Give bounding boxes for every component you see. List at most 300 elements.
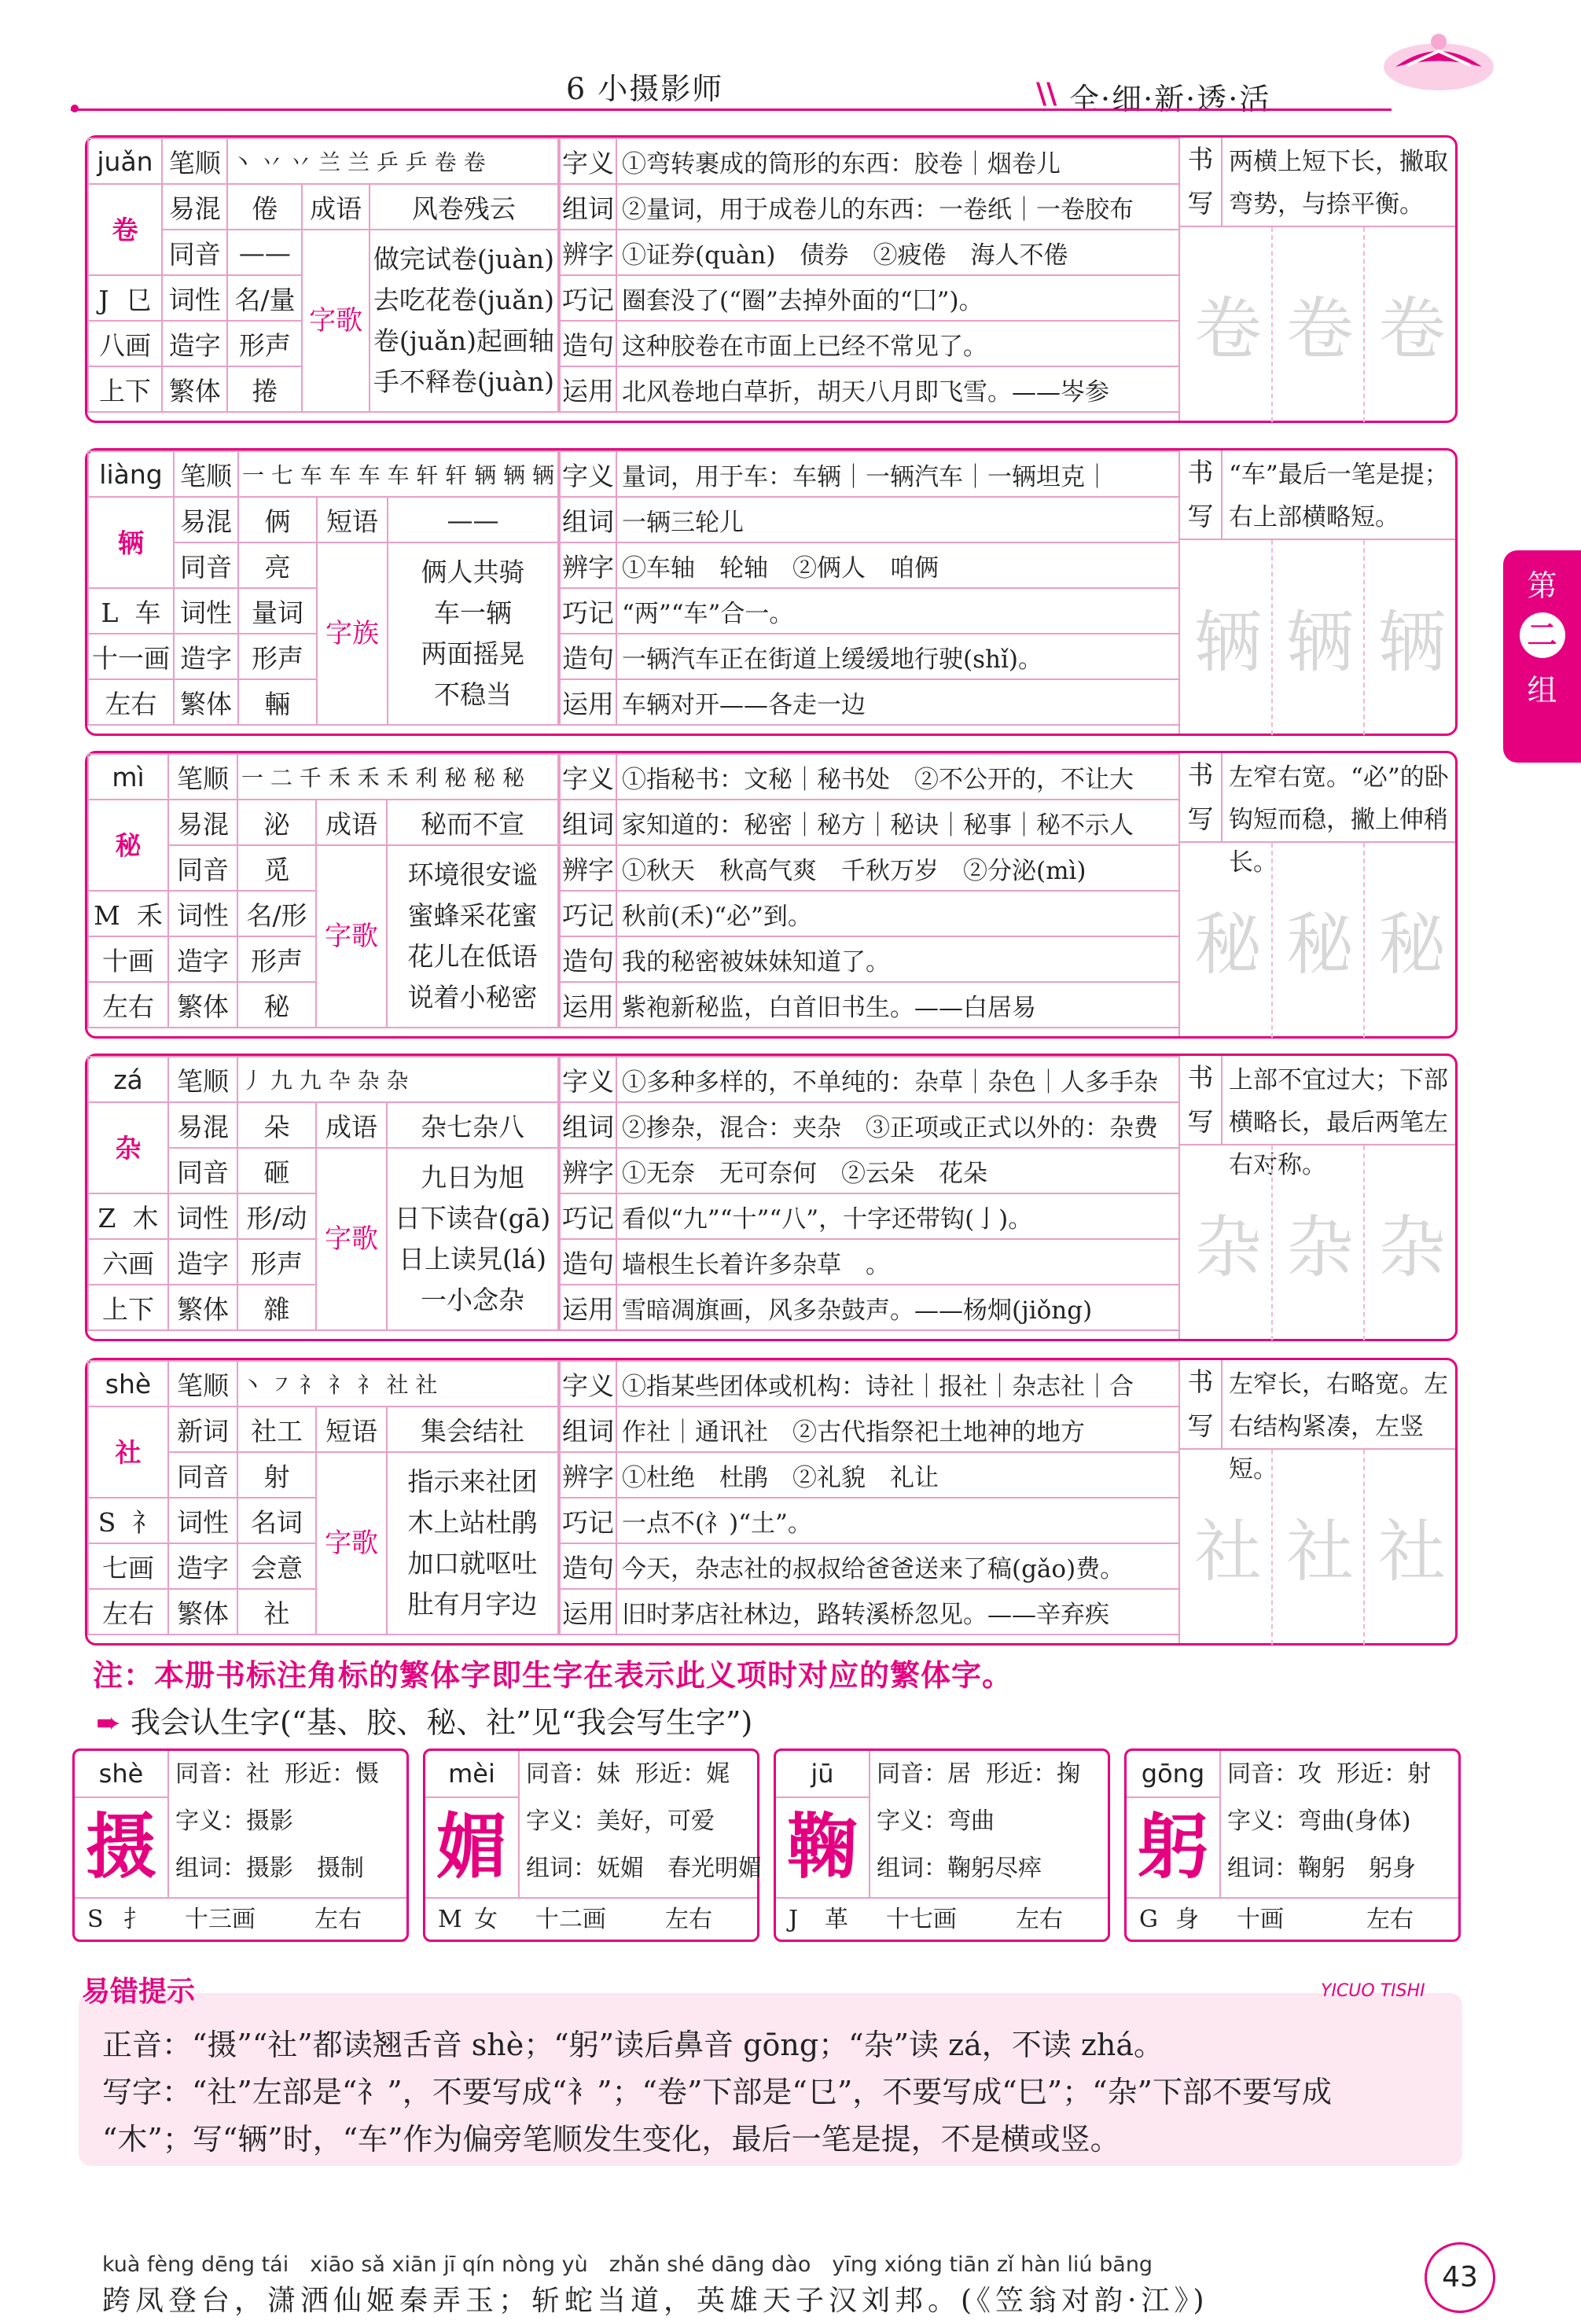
char-song xyxy=(387,845,558,1028)
row-label: 造句 xyxy=(560,936,616,982)
song-line: 九日为旭 xyxy=(421,1162,524,1193)
stroke-count: 十一画 xyxy=(88,634,174,679)
radical-component: 礻 xyxy=(132,1506,159,1538)
mini-structure: 左右 xyxy=(1366,1906,1414,1933)
song-line: 环境很安谧 xyxy=(407,859,538,890)
mini-radical: 身 xyxy=(1175,1906,1199,1933)
mini-radical: 扌 xyxy=(123,1906,147,1933)
copy-char: 辆 xyxy=(1378,603,1446,682)
row-label: 辨字 xyxy=(560,1148,616,1193)
chapter-tab-number: 二 xyxy=(1520,612,1565,658)
learn-heading xyxy=(96,1698,752,1741)
extra-label: 成语 xyxy=(316,1102,387,1148)
row-label: 造句 xyxy=(560,1239,616,1285)
card-pinyin: shè xyxy=(88,1361,168,1407)
card-label-confuse: 易混 xyxy=(168,800,237,845)
copy-grid xyxy=(1180,539,1455,735)
song-label: 字歌 xyxy=(316,1452,387,1635)
learn-heading-text: 我会认生字(“基、胶、秘、社”见“我会写生字”) xyxy=(130,1705,753,1740)
mini-structure: 左右 xyxy=(314,1906,362,1933)
row-label: 字义 xyxy=(560,1361,616,1407)
big-character: 社 xyxy=(88,1407,168,1498)
mini-strokes: 十七画 xyxy=(886,1906,957,1933)
mini-meaning: 字义：弯曲(身体) xyxy=(1227,1807,1411,1835)
traditional-form: 秘 xyxy=(237,982,316,1028)
mini-pinyin: mèi xyxy=(425,1751,520,1798)
homophone: 射 xyxy=(237,1452,316,1498)
mini-words: 组词：鞠躬尽瘁 xyxy=(877,1855,1042,1882)
mini-meaning: 字义：弯曲 xyxy=(877,1807,995,1835)
card-label-method: 造字 xyxy=(168,936,237,982)
copy-char: 杂 xyxy=(1286,1208,1354,1287)
card-label-homophone: 同音 xyxy=(168,1148,237,1193)
row-value: ①弯转裹成的筒形的东西：胶卷｜烟卷儿 xyxy=(616,138,1179,184)
card-label-pos: 词性 xyxy=(162,275,227,321)
song-line: 车一辆 xyxy=(433,598,512,628)
recognize-card xyxy=(423,1749,762,1942)
card-label-order: 笔顺 xyxy=(162,138,227,184)
mini-same-sound: 同音：社 xyxy=(175,1760,270,1788)
row-label: 巧记 xyxy=(560,1498,616,1543)
char-card xyxy=(85,448,1458,736)
card-label-confuse: 易混 xyxy=(168,1102,237,1148)
confuse-char: 朵 xyxy=(237,1102,316,1148)
char-card xyxy=(85,751,1458,1039)
row-value: 今天，杂志社的叔叔给爸爸送来了稿(gǎo)费。 xyxy=(616,1543,1179,1589)
card-label-homophone: 同音 xyxy=(162,230,227,275)
write-tip: 左窄右宽。“必”的卧钩短而稳，撇上伸稍长。 xyxy=(1229,763,1449,877)
mini-character: 鞠 xyxy=(776,1796,870,1897)
footer-couplet: 跨凤登台，潇洒仙姬秦弄玉；斩蛇当道，英雄天子汉刘邦。(《笠翁对韵·江》) xyxy=(102,2285,1209,2317)
row-label: 造句 xyxy=(560,634,616,679)
copy-grid xyxy=(1180,841,1455,1038)
card-pinyin: mì xyxy=(88,754,168,800)
write-label xyxy=(1180,753,1223,841)
extra-value: 秘而不宣 xyxy=(387,800,558,845)
mini-structure: 左右 xyxy=(665,1906,712,1933)
homophone: —— xyxy=(227,230,302,275)
chapter-tab-top: 第 xyxy=(1527,568,1557,603)
card-label-homophone: 同音 xyxy=(174,542,238,588)
row-value: ①秋天 秋高气爽 千秋万岁 ②分泌(mì) xyxy=(616,845,1179,891)
card-label-method: 造字 xyxy=(168,1239,237,1285)
card-label-confuse: 易混 xyxy=(174,497,238,542)
write-tip: “车”最后一笔是提；右上部横略短。 xyxy=(1229,461,1449,531)
radical-letter: Z xyxy=(97,1202,116,1234)
row-value: ①指秘书：文秘｜秘书处 ②不公开的，不让大 xyxy=(616,754,1179,800)
radical-component: 车 xyxy=(134,597,161,628)
recognize-card xyxy=(72,1749,409,1942)
row-value: 圈套没了(“圈”去掉外面的“囗”)。 xyxy=(616,275,1179,321)
structure: 上下 xyxy=(88,366,162,412)
card-label-trad: 繁体 xyxy=(168,1285,237,1330)
stroke-order: 一 七 车 车 车 车 轩 轩 辆 辆 辆 xyxy=(238,451,558,497)
char-card xyxy=(85,1358,1458,1646)
stroke-count: 八画 xyxy=(88,321,162,366)
formation-method: 会意 xyxy=(237,1543,316,1589)
row-label: 组词 xyxy=(560,800,616,845)
card-label-pos: 词性 xyxy=(168,891,237,936)
card-label-trad: 繁体 xyxy=(174,679,238,725)
copy-char: 杂 xyxy=(1194,1208,1262,1287)
write-label-char: 书 xyxy=(1187,759,1214,790)
radical-component: 㔾 xyxy=(125,284,152,315)
copy-char: 卷 xyxy=(1194,290,1262,369)
mini-words: 组词：鞠躬 躬身 xyxy=(1227,1855,1416,1882)
part-of-speech: 名/量 xyxy=(227,275,302,321)
header-rule xyxy=(71,108,1392,111)
song-line: 一小念杂 xyxy=(421,1285,524,1315)
card-pinyin: zá xyxy=(88,1057,168,1102)
write-label-char: 写 xyxy=(1187,501,1214,531)
formation-method: 形声 xyxy=(237,936,316,982)
error-tips-en: YICUO TISHI xyxy=(1321,1981,1425,2001)
big-character: 秘 xyxy=(88,800,168,891)
arrow-bullet-icon: ➨ xyxy=(96,1705,121,1740)
mini-similar-shape: 形近：慑 xyxy=(285,1760,380,1788)
card-pinyin: liàng xyxy=(88,451,174,497)
song-line: 说着小秘密 xyxy=(407,982,538,1013)
writing-panel xyxy=(1178,1056,1455,1339)
char-song xyxy=(387,1452,558,1635)
row-value: ②掺杂，混合：夹杂 ③正项或正式以外的：杂费 xyxy=(616,1102,1179,1148)
extra-value: —— xyxy=(388,497,558,542)
write-label xyxy=(1180,1360,1223,1448)
write-tip: 两横上短下长，撇取弯势，与捺平衡。 xyxy=(1229,148,1448,219)
row-value: ①杜绝 杜鹃 ②礼貌 礼让 xyxy=(616,1452,1179,1498)
stroke-count: 六画 xyxy=(88,1239,168,1285)
row-label: 巧记 xyxy=(560,1193,616,1239)
stroke-order: 丿 九 九 卆 杂 杂 xyxy=(237,1057,558,1102)
confuse-char: 社工 xyxy=(237,1407,316,1452)
mini-similar-shape: 形近：掬 xyxy=(986,1760,1081,1788)
mini-character: 躬 xyxy=(1127,1796,1221,1897)
song-line: 去吃花卷(juǎn) xyxy=(373,285,554,315)
mini-meaning: 字义：摄影 xyxy=(175,1807,293,1835)
row-label: 组词 xyxy=(560,1102,616,1148)
row-label: 巧记 xyxy=(560,891,616,936)
song-label: 字歌 xyxy=(316,845,387,1028)
traditional-form: 捲 xyxy=(227,366,302,412)
part-of-speech: 量词 xyxy=(238,588,317,634)
card-label-homophone: 同音 xyxy=(168,1452,237,1498)
write-label-char: 写 xyxy=(1187,803,1214,834)
card-label-pos: 词性 xyxy=(168,1193,237,1239)
write-label xyxy=(1180,1056,1223,1144)
radical-letter: J xyxy=(98,284,109,315)
extra-value: 杂七杂八 xyxy=(387,1102,558,1148)
mini-structure: 左右 xyxy=(1016,1906,1063,1933)
song-line: 卷(juǎn)起画轴 xyxy=(373,325,554,356)
write-label xyxy=(1180,450,1223,539)
footer-pinyin: kuà fèng dēng tái xiāo sǎ xiān jī qín nòng yù zhǎn shé dāng dào yīng xióng tiān zǐ hàn liú bāng xyxy=(102,2252,1153,2277)
mini-radical-letter: M xyxy=(438,1906,462,1933)
card-label-order: 笔顺 xyxy=(168,1057,237,1102)
mini-strokes: 十三画 xyxy=(185,1906,256,1933)
song-line: 蜜蜂采花蜜 xyxy=(407,900,538,931)
card-label-pos: 词性 xyxy=(168,1498,237,1543)
book-logo-icon xyxy=(1380,20,1498,94)
song-line: 手不释卷(juàn) xyxy=(373,366,554,397)
copy-char: 社 xyxy=(1194,1513,1262,1591)
confuse-char: 泌 xyxy=(237,800,316,845)
row-value: ①车轴 轮轴 ②俩人 咱俩 xyxy=(616,542,1179,588)
card-label-trad: 繁体 xyxy=(162,366,227,412)
row-label: 巧记 xyxy=(560,275,616,321)
extra-label: 成语 xyxy=(316,800,387,845)
mini-strokes: 十二画 xyxy=(535,1906,606,1933)
formation-method: 形声 xyxy=(238,634,317,679)
row-label: 运用 xyxy=(560,366,616,412)
row-value: 一辆三轮儿 xyxy=(616,497,1179,542)
char-song xyxy=(388,542,558,725)
write-label-char: 书 xyxy=(1187,144,1214,175)
song-line: 两面摇晃 xyxy=(421,638,525,669)
card-label-trad: 繁体 xyxy=(168,982,237,1028)
copy-char: 社 xyxy=(1378,1513,1446,1591)
homophone: 砸 xyxy=(237,1148,316,1193)
row-value: 看似“九”“十”“八”，十字还带钩(亅)。 xyxy=(616,1193,1179,1239)
card-label-pos: 词性 xyxy=(174,588,238,634)
row-value: 车辆对开——各走一边 xyxy=(616,679,1179,725)
big-character: 杂 xyxy=(88,1102,168,1193)
writing-panel xyxy=(1178,450,1455,734)
mini-character: 媚 xyxy=(425,1796,520,1897)
chapter-tab-bottom: 组 xyxy=(1527,673,1557,708)
homophone: 觅 xyxy=(237,845,316,891)
song-line: 日下读旮(gā) xyxy=(394,1203,551,1234)
row-value: ①多种多样的，不单纯的：杂草｜杂色｜人多手杂 xyxy=(616,1057,1179,1102)
structure: 左右 xyxy=(88,1589,168,1635)
write-label-char: 书 xyxy=(1187,1062,1214,1093)
row-label: 运用 xyxy=(560,679,616,725)
row-label: 字义 xyxy=(560,1057,616,1102)
card-label-order: 笔顺 xyxy=(168,754,237,800)
writing-panel xyxy=(1178,138,1455,421)
row-label: 组词 xyxy=(560,184,616,230)
song-line: 俩人共骑 xyxy=(421,557,525,587)
mini-pinyin: gōng xyxy=(1127,1751,1221,1798)
char-song xyxy=(370,230,558,412)
error-line-pronounce: 正音：“摄”“社”都读翘舌音 shè；“躬”读后鼻音 gōng；“杂”读 zá，不读 zhá。 xyxy=(102,2028,1164,2062)
big-character: 辆 xyxy=(88,497,174,588)
card-label-order: 笔顺 xyxy=(174,451,238,497)
formation-method: 形声 xyxy=(237,1239,316,1285)
part-of-speech: 名词 xyxy=(237,1498,316,1543)
mini-similar-shape: 形近：娓 xyxy=(635,1760,730,1788)
traditional-form: 輛 xyxy=(238,679,317,725)
writing-panel xyxy=(1178,1360,1455,1643)
song-line: 做完试卷(juàn) xyxy=(373,244,554,274)
row-label: 造句 xyxy=(560,321,616,366)
row-label: 运用 xyxy=(560,1589,616,1635)
error-line-write-2: “木”；写“辆”时，“车”作为偏旁笔顺发生变化，最后一笔是提，不是横或竖。 xyxy=(102,2122,1120,2157)
row-value: ①证券(quàn) 债券 ②疲倦 海人不倦 xyxy=(616,230,1179,275)
mini-radical: 女 xyxy=(474,1906,498,1933)
mini-same-sound: 同音：攻 xyxy=(1227,1760,1322,1788)
song-line: 肚有月字边 xyxy=(407,1589,538,1620)
copy-char: 卷 xyxy=(1378,290,1446,369)
part-of-speech: 名/形 xyxy=(237,891,316,936)
card-label-method: 造字 xyxy=(174,634,238,679)
copy-char: 秘 xyxy=(1286,906,1354,984)
structure: 左右 xyxy=(88,982,168,1028)
char-song xyxy=(387,1148,558,1330)
row-label: 辨字 xyxy=(560,1452,616,1498)
row-label: 造句 xyxy=(560,1543,616,1589)
extra-value: 风卷残云 xyxy=(370,184,558,230)
row-label: 字义 xyxy=(560,754,616,800)
structure: 上下 xyxy=(88,1285,168,1330)
copy-grid xyxy=(1180,1448,1455,1645)
copy-char: 辆 xyxy=(1194,603,1262,682)
row-value: 紫袍新秘监，白首旧书生。——白居易 xyxy=(616,982,1179,1028)
traditional-note: 注：本册书标注角标的繁体字即生字在表示此义项时对应的繁体字。 xyxy=(93,1657,1013,1693)
formation-method: 形声 xyxy=(227,321,302,366)
copy-char: 杂 xyxy=(1378,1208,1446,1287)
mini-radical: 革 xyxy=(825,1906,848,1933)
row-value: 一辆汽车正在街道上缓缓地行驶(shǐ)。 xyxy=(616,634,1179,679)
row-value: 量词，用于车：车辆｜一辆汽车｜一辆坦克｜ xyxy=(616,451,1179,497)
mini-pinyin: jū xyxy=(776,1751,870,1798)
row-label: 辨字 xyxy=(560,845,616,891)
copy-char: 辆 xyxy=(1286,603,1354,682)
radical-letter: L xyxy=(101,597,119,628)
mini-character: 摄 xyxy=(75,1796,169,1897)
mini-radical-letter: G xyxy=(1139,1906,1158,1933)
header-slogan: 全·细·新·透·活 xyxy=(1069,82,1271,116)
song-label: 字族 xyxy=(317,542,388,725)
write-label xyxy=(1180,138,1223,226)
song-line: 花儿在低语 xyxy=(407,941,538,972)
recognize-card xyxy=(1124,1749,1461,1942)
copy-char: 秘 xyxy=(1194,906,1262,984)
card-label-confuse: 易混 xyxy=(162,184,227,230)
stroke-order: 一 二 千 禾 禾 禾 利 秘 秘 秘 xyxy=(237,754,558,800)
row-value: 墙根生长着许多杂草 。 xyxy=(616,1239,1179,1285)
row-label: 字义 xyxy=(560,138,616,184)
row-label: 辨字 xyxy=(560,542,616,588)
row-value: ②量词，用于成卷儿的东西：一卷纸｜一卷胶布 xyxy=(616,184,1179,230)
row-label: 字义 xyxy=(560,451,616,497)
stroke-order: 丶 ㇇ 礻 礻 礻 社 社 xyxy=(237,1361,558,1407)
mini-similar-shape: 形近：射 xyxy=(1336,1760,1432,1788)
radical-letter: M xyxy=(94,899,120,931)
row-value: 一点不(礻)“土”。 xyxy=(616,1498,1179,1543)
char-card xyxy=(85,135,1458,423)
mini-meaning: 字义：美好，可爱 xyxy=(526,1807,715,1835)
row-label: 组词 xyxy=(560,1407,616,1452)
mini-pinyin: shè xyxy=(75,1751,169,1798)
song-label: 字歌 xyxy=(316,1148,387,1330)
card-label-trad: 繁体 xyxy=(168,1589,237,1635)
stroke-count: 十画 xyxy=(88,936,168,982)
error-line-write-1: 写字：“社”左部是“礻”，不要写成“衤”；“卷”下部是“㔾”，不要写成“巳”；“杂”下部不要写成 xyxy=(102,2075,1332,2109)
mini-strokes: 十画 xyxy=(1237,1906,1284,1933)
confuse-char: 倦 xyxy=(227,184,302,230)
extra-value: 集会结社 xyxy=(387,1407,558,1452)
card-pinyin: juǎn xyxy=(88,138,162,184)
row-label: 组词 xyxy=(560,497,616,542)
mini-same-sound: 同音：妹 xyxy=(526,1760,620,1788)
copy-char: 卷 xyxy=(1286,290,1354,369)
song-line: 木上站杜鹃 xyxy=(407,1507,538,1538)
card-label-method: 造字 xyxy=(168,1543,237,1589)
row-value: 北风卷地白草折，胡天八月即飞雪。——岑参 xyxy=(616,366,1179,412)
header-slash-icon: \\ xyxy=(1036,77,1057,110)
lesson-title: 6 小摄影师 xyxy=(566,72,724,106)
copy-char: 社 xyxy=(1286,1513,1354,1591)
recognize-card xyxy=(774,1749,1110,1942)
row-label: 运用 xyxy=(560,1285,616,1330)
mini-words: 组词：妩媚 春光明媚 xyxy=(526,1855,762,1882)
write-label-char: 书 xyxy=(1187,1366,1214,1397)
write-tip: 左窄长，右略宽。左右结构紧凑，左竖短。 xyxy=(1229,1370,1448,1484)
row-label: 运用 xyxy=(560,982,616,1028)
mini-radical-letter: S xyxy=(87,1906,104,1933)
row-value: 这种胶卷在市面上已经不常见了。 xyxy=(616,321,1179,366)
write-label-char: 书 xyxy=(1187,457,1214,487)
stroke-count: 七画 xyxy=(88,1543,168,1589)
traditional-form: 雜 xyxy=(237,1285,316,1330)
copy-char: 秘 xyxy=(1378,906,1446,984)
row-value: ①指某些团体或机构：诗社｜报社｜杂志社｜合 xyxy=(616,1361,1179,1407)
song-line: 指示来社团 xyxy=(407,1466,538,1497)
copy-grid xyxy=(1180,226,1455,422)
error-tips-title: 易错提示 xyxy=(82,1975,196,2008)
writing-panel xyxy=(1178,753,1455,1036)
write-tip: 上部不宜过大；下部横略长，最后两笔左右对称。 xyxy=(1229,1066,1448,1179)
song-label: 字歌 xyxy=(302,230,369,412)
card-label-method: 造字 xyxy=(162,321,227,366)
row-value: 我的秘密被妹妹知道了。 xyxy=(616,936,1179,982)
card-label-order: 笔顺 xyxy=(168,1361,237,1407)
mini-radical-letter: J xyxy=(789,1906,799,1933)
row-value: 旧时茅店社林边，路转溪桥忽见。——辛弃疾 xyxy=(616,1589,1179,1635)
write-label-char: 写 xyxy=(1187,1410,1214,1441)
structure: 左右 xyxy=(88,679,174,725)
page-number: 43 xyxy=(1425,2242,1495,2313)
traditional-form: 社 xyxy=(237,1589,316,1635)
row-value: 家知道的：秘密｜秘方｜秘诀｜秘事｜秘不示人 xyxy=(616,800,1179,845)
row-value: ①无奈 无可奈何 ②云朵 花朵 xyxy=(616,1148,1179,1193)
extra-label: 成语 xyxy=(302,184,369,230)
card-label-confuse: 新词 xyxy=(168,1407,237,1452)
song-line: 日上读旯(lá) xyxy=(399,1244,546,1274)
mini-same-sound: 同音：居 xyxy=(877,1760,971,1788)
confuse-char: 俩 xyxy=(238,497,317,542)
write-label-char: 写 xyxy=(1187,1106,1214,1137)
chapter-tab[interactable] xyxy=(1503,550,1581,763)
row-value: 雪暗凋旗画，风多杂鼓声。——杨炯(jiǒng) xyxy=(616,1285,1179,1330)
song-line: 加口就呕吐 xyxy=(407,1548,538,1579)
extra-label: 短语 xyxy=(317,497,388,542)
row-label: 辨字 xyxy=(560,230,616,275)
write-label-char: 写 xyxy=(1187,188,1214,219)
part-of-speech: 形/动 xyxy=(237,1193,316,1239)
row-value: 作社｜通讯社 ②古代指祭祀土地神的地方 xyxy=(616,1407,1179,1452)
copy-grid xyxy=(1180,1144,1455,1340)
row-value: 秋前(禾)“必”到。 xyxy=(616,891,1179,936)
mini-words: 组词：摄影 摄制 xyxy=(175,1855,364,1882)
radical-letter: S xyxy=(97,1506,116,1538)
big-character: 卷 xyxy=(88,184,162,275)
row-label: 巧记 xyxy=(560,588,616,634)
stroke-order: 丶 丷 丷 兰 兰 乒 乒 卷 卷 xyxy=(227,138,558,184)
radical-component: 禾 xyxy=(136,899,163,931)
extra-label: 短语 xyxy=(316,1407,387,1452)
homophone: 亮 xyxy=(238,542,317,588)
